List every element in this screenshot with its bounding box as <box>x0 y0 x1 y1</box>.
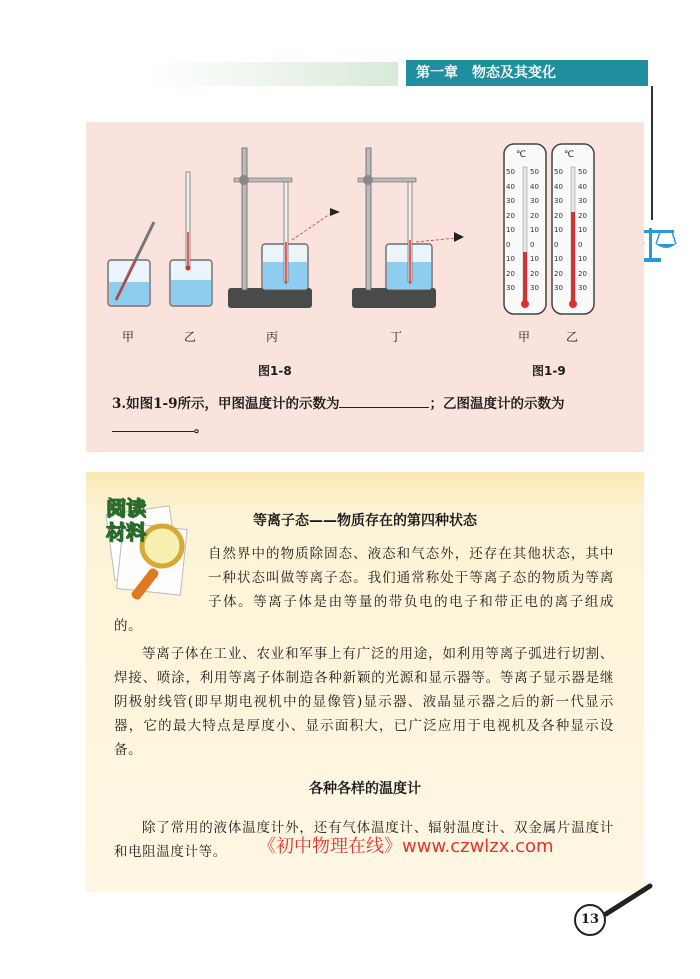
scale-tick-yi: 30 <box>578 197 587 205</box>
scale-tick-yi: 50 <box>578 168 587 176</box>
question-text-1: 3.如图1-9所示，甲图温度计的示数为 <box>112 396 340 412</box>
scale-tick-jia: 0 <box>506 240 511 249</box>
reading-material-panel <box>86 472 644 892</box>
scale-tick-yi: 20 <box>578 269 587 278</box>
unit-label-yi: ℃ <box>564 150 575 160</box>
scale-tick-jia: 20 <box>506 211 515 220</box>
reading-paragraph-2: 等离子体在工业、农业和军事上有广泛的用途，如利用等离子弧进行切割、焊接、喷涂，利用等离子体制造各种新颖的光源和显示器等。等离子显示器是继阴极射线管(即早期电视机中的显像管)显示器、液晶显示器之后的新一代显示器，它的最大特点是厚度小、显示面积大，已广泛应用于电视机及各种显示设备。 <box>114 646 614 758</box>
scale-tick-jia: 10 <box>506 255 515 263</box>
margin-rule <box>651 86 653 220</box>
scale-tick-yi: 10 <box>554 226 563 234</box>
scale-tick-jia: 20 <box>506 269 515 278</box>
question-3 <box>112 392 632 440</box>
scale-tick-jia: 40 <box>530 182 539 191</box>
scale-tick-jia: 50 <box>530 168 539 176</box>
scale-tick-jia: 30 <box>530 197 539 205</box>
experiment-figures-panel <box>86 122 644 452</box>
watermark: 《初中物理在线》www.czwlzx.com <box>258 836 554 857</box>
scale-tick-yi: 10 <box>554 255 563 263</box>
scale-tick-yi: 50 <box>554 168 563 176</box>
scale-tick-yi: 40 <box>554 182 563 191</box>
scale-tick-jia: 30 <box>506 197 515 205</box>
scale-tick-jia: 20 <box>530 269 539 278</box>
scale-tick-yi: 0 <box>554 240 559 249</box>
question-text-3: 。 <box>194 420 208 436</box>
scale-tick-yi: 10 <box>578 226 587 234</box>
scale-tick-yi: 40 <box>578 182 587 191</box>
fig-label-thermo-yi: 乙 <box>566 330 579 344</box>
fig-label-yi: 乙 <box>184 330 197 344</box>
eye-icon <box>454 232 464 242</box>
scale-tick-jia: 30 <box>530 284 539 292</box>
fig-label-ding: 丁 <box>390 330 403 344</box>
scale-tick-yi: 30 <box>554 197 563 205</box>
fig-label-bing: 丙 <box>266 330 279 344</box>
fig-label-jia: 甲 <box>122 330 135 344</box>
reading-title: 等离子态——物质存在的第四种状态 <box>253 513 477 529</box>
answer-blank-jia <box>339 393 429 408</box>
eye-icon <box>330 208 340 216</box>
page-number: 13 <box>574 904 606 936</box>
scale-tick-yi: 30 <box>578 284 587 292</box>
answer-blank-yi <box>112 417 194 432</box>
scale-tick-yi: 20 <box>578 211 587 220</box>
unit-label-jia: ℃ <box>516 150 527 160</box>
chapter-header: 第一章 物态及其变化 <box>406 60 648 86</box>
beaker-jia <box>108 222 154 306</box>
figure-caption-1-8: 图1-8 <box>258 364 292 378</box>
thermometer-figures <box>86 122 644 352</box>
scale-tick-jia: 10 <box>530 255 539 263</box>
scale-tick-yi: 20 <box>554 211 563 220</box>
beaker-yi <box>170 172 212 306</box>
scale-tick-jia: 50 <box>506 168 515 176</box>
scale-tick-yi: 10 <box>578 255 587 263</box>
scale-tick-jia: 10 <box>506 226 515 234</box>
reading-subtitle: 各种各样的温度计 <box>309 781 421 797</box>
reading-paragraph-3: 除了常用的液体温度计外，还有气体温度计、辐射温度计、双金属片温度计和电阻温度计等。 <box>114 820 614 860</box>
scale-tick-jia: 0 <box>530 240 535 249</box>
scale-tick-yi: 20 <box>554 269 563 278</box>
reading-badge: 阅读材料 <box>106 496 146 544</box>
scale-tick-jia: 20 <box>530 211 539 220</box>
question-text-2: ；乙图温度计的示数为 <box>429 396 565 412</box>
header-decoration <box>150 62 398 86</box>
fig-label-thermo-jia: 甲 <box>518 330 531 344</box>
scale-tick-jia: 30 <box>506 284 515 292</box>
stand-bing <box>228 148 340 308</box>
scale-tick-yi: 0 <box>578 240 583 249</box>
figure-caption-1-9: 图1-9 <box>532 364 566 378</box>
stand-ding <box>352 148 464 308</box>
scale-tick-yi: 30 <box>554 284 563 292</box>
scale-tick-jia: 10 <box>530 226 539 234</box>
reading-paragraph-1: 自然界中的物质除固态、液态和气态外，还存在其他状态，其中一种状态叫做等离子态。我们通常称处于等离子态的物质为等离子体。等离子体是由等量的带负电的电子和带正电的离子组成的。 <box>114 546 614 634</box>
scale-tick-jia: 40 <box>506 182 515 191</box>
